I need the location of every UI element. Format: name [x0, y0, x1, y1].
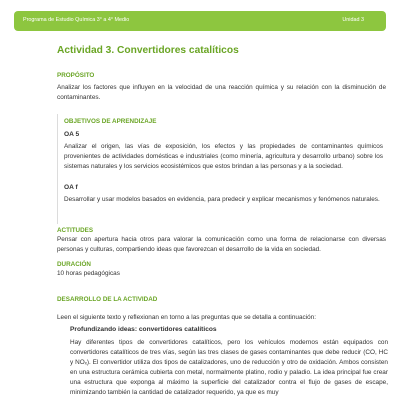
activity-title: Actividad 3. Convertidores catalíticos — [57, 45, 239, 56]
objetivos-heading: OBJETIVOS DE APRENDIZAJE — [64, 118, 157, 125]
duracion-heading: DURACIÓN — [57, 261, 91, 268]
desarrollo-intro: Leen el siguiente texto y reflexionan en torno a las preguntas que se detalla a continuación: — [57, 314, 316, 321]
unit-label: Unidad 3 — [342, 17, 364, 23]
program-title: Programa de Estudio Química 3° a 4° Medio — [23, 17, 130, 23]
oaf-text: Desarrollar y usar modelos basados en evidencia, para predecir y explicar mecanismos y fenómenos naturales. — [64, 196, 380, 203]
proposito-heading: PROPÓSITO — [57, 72, 95, 79]
header-bar — [14, 11, 386, 31]
profundizando-text: Hay diferentes tipos de convertidores catalíticos, pero los vehículos modernos están equipados con convertidores catalíticos de tres vías, según las tres clases de gases contaminantes que debe reducir (CO, HC y NOₓ). El convertidor utiliza dos tipos de catalizadores, uno de reducción y otro de oxidación. Ambos consisten en una estructura cerámica cubierta con metal, normalmente platino, rodio y paladio. La idea principal fue crear una estructura que exponga al máximo la superficie del catalizador contra el flujo de gases de escape, minimizando también la cantidad de catalizador requerido, ya que es muy — [70, 339, 388, 396]
oa5-label: OA 5 — [64, 131, 80, 138]
proposito-text: Analizar los factores que influyen en la velocidad de una reacción química y su relación con la disminución de contaminantes. — [57, 84, 386, 101]
profundizando-heading: Profundizando ideas: convertidores catalíticos — [70, 326, 217, 333]
oa5-text: Analizar el origen, las vías de exposición, los efectos y las propiedades de contaminantes químicos provenientes de actividades domésticas e industriales (como minería, agricultura y desarrollo urbano) sobre los sistemas naturales y los servicios ecosistémicos que estos brindan a las personas y a la sociedad. — [64, 143, 383, 170]
actitudes-text: Pensar con apertura hacia otros para valorar la comunicación como una forma de relacionarse con diversas personas y culturas, compartiendo ideas que favorezcan el desarrollo de la vida en sociedad. — [57, 236, 386, 253]
duracion-text: 10 horas pedagógicas — [57, 270, 120, 277]
desarrollo-heading: DESARROLLO DE LA ACTIVIDAD — [57, 296, 158, 303]
oaf-label: OA f — [64, 184, 78, 191]
actitudes-heading: ACTITUDES — [57, 227, 94, 234]
